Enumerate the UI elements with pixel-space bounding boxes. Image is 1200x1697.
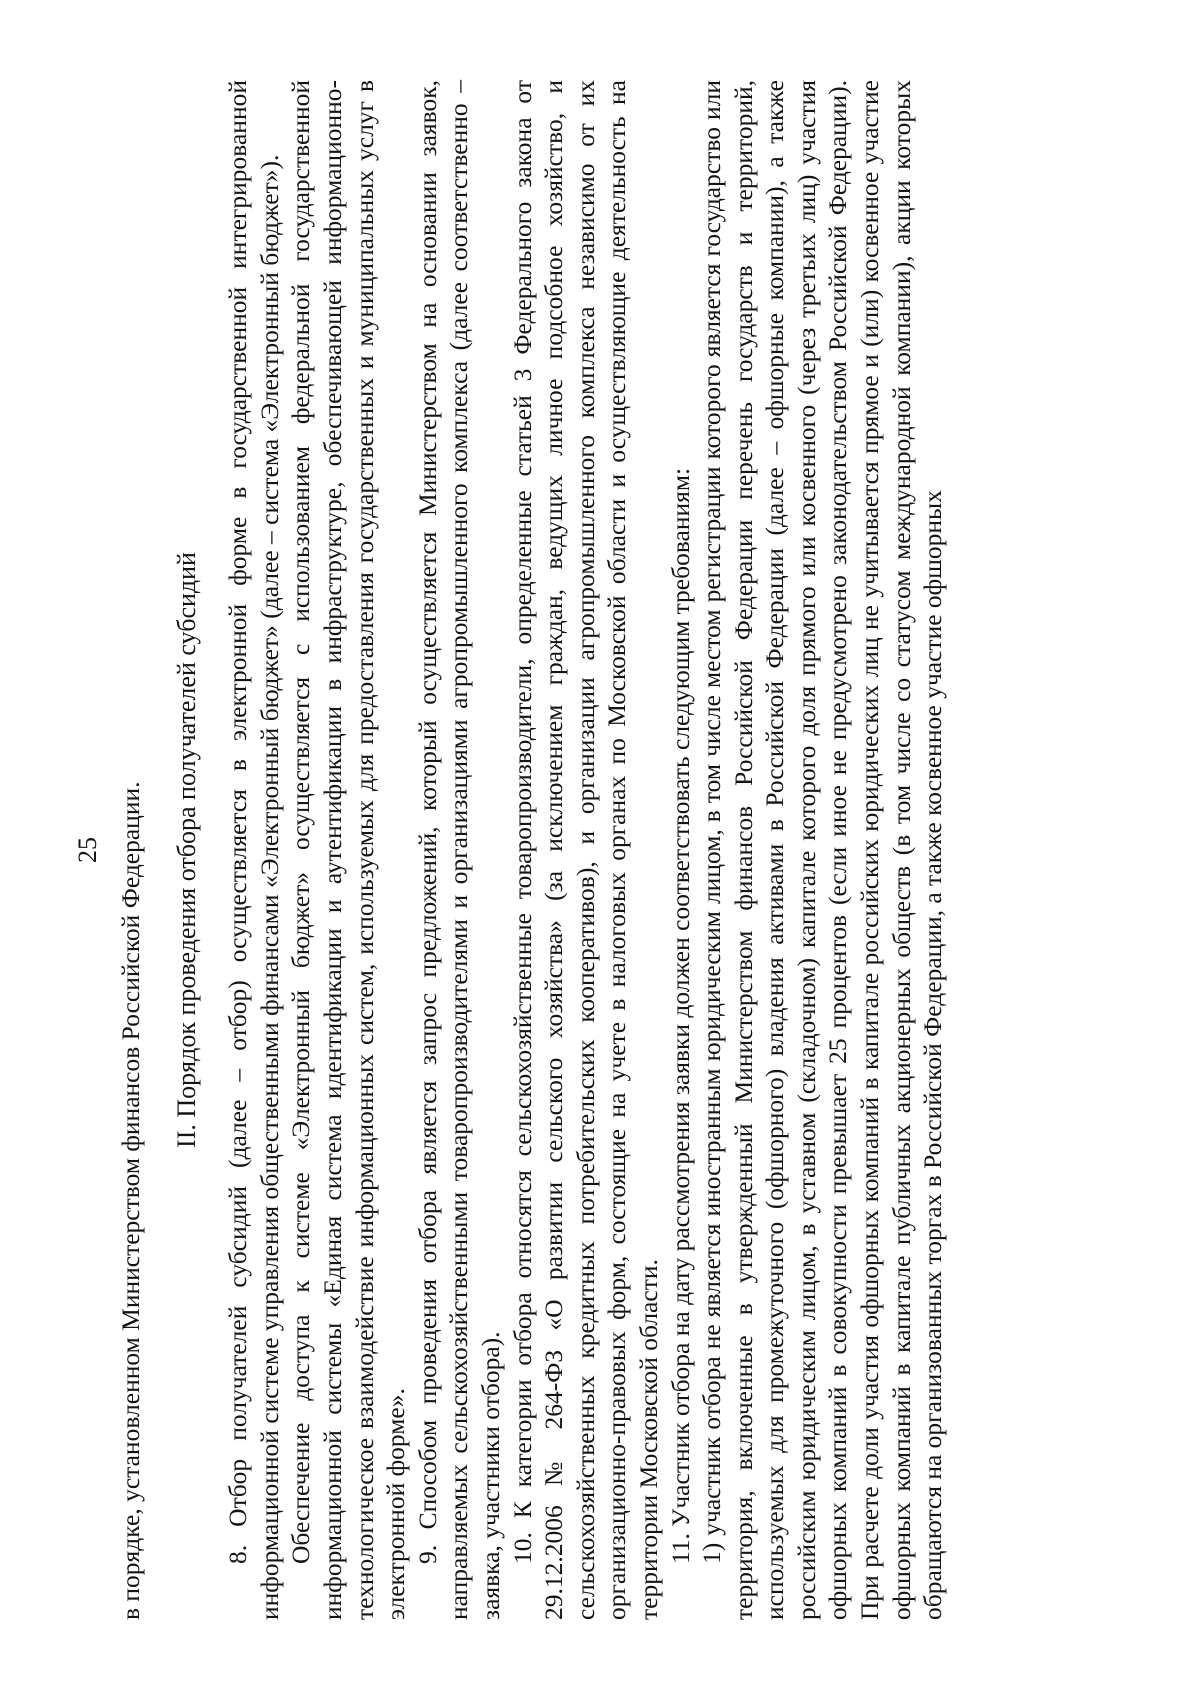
paragraph-8: 8. Отбор получателей субсидий (далее – отбор) осуществляется в электронной форме в государственной интегрированной информационной системе управления общественными финансами «Электронный бюджет» (далее – система «Электронный бюджет»). xyxy=(223,80,284,1620)
paragraph-8-access: Обеспечение доступа к системе «Электронный бюджет» осуществляется с использованием федеральной государственной информационной системы «Единая система идентификации и аутентификации в инфраструктуре, обеспечивающей информационно-технологическое взаимодействие информационных систем, используемых для предоставления государственных и муниципальных услуг в электронной форме». xyxy=(286,80,411,1620)
page-number: 25 xyxy=(73,837,102,863)
page-body xyxy=(115,80,949,1620)
paragraph-11: 11. Участник отбора на дату рассмотрения заявки должен соответствовать следующим требованиям: xyxy=(665,467,695,1564)
paragraph-9: 9. Способом проведения отбора является запрос предложений, который осуществляется Министерством на основании заявок, направляемых сельскохозяйственными товаропроизводителями и организациями агропромышленного комплекса (далее соответственно – заявка, участники отбора). xyxy=(412,80,505,1620)
paragraph-10: 10. К категории отбора относятся сельскохозяйственные товаропроизводители, определенные статьей 3 Федерального закона от 29.12.2006 № 264-ФЗ «О развитии сельского хозяйства» (за исключением граждан, ведущих личное подсобное хозяйство, и сельскохозяйственных кредитных потребительских кооперативов), и организации агропромышленного комплекса независимо от их организационно-правовых форм, состоящие на учете в налоговых органах по Московской области и осуществляющие деятельность на территории Московской области. xyxy=(507,80,663,1620)
rotated-page xyxy=(73,80,1200,1620)
paragraph-intro: в порядке, установленном Министерством финансов Российской Федерации. xyxy=(116,781,145,1620)
paragraph-11-1: 1) участник отбора не является иностранным юридическим лицом, в том числе местом регистрации которого является государство или территория, включенные в утвержденный Министерством финансов Российской Федерации перечень государств и территорий, используемых для промежуточного (офшорного) владения активами в Российской Федерации (далее – офшорные компании), а также российским юридическим лицом, в уставном (складочном) капитале которого доля прямого или косвенного (через третьих лиц) участия офшорных компаний в совокупности превышает 25 процентов (если иное не предусмотрено законодательством Российской Федерации). При расчете доли участия офшорных компаний в капитале российских юридических лиц не учитывается прямое и (или) косвенное участие офшорных компаний в капитале публичных акционерных обществ (в том числе со статусом международной компании), акции которых обращаются на организованных торгах в Российской Федерации, а также косвенное участие офшорных xyxy=(697,80,948,1620)
section-title: II. Порядок проведения отбора получателей субсидий xyxy=(171,552,201,1148)
